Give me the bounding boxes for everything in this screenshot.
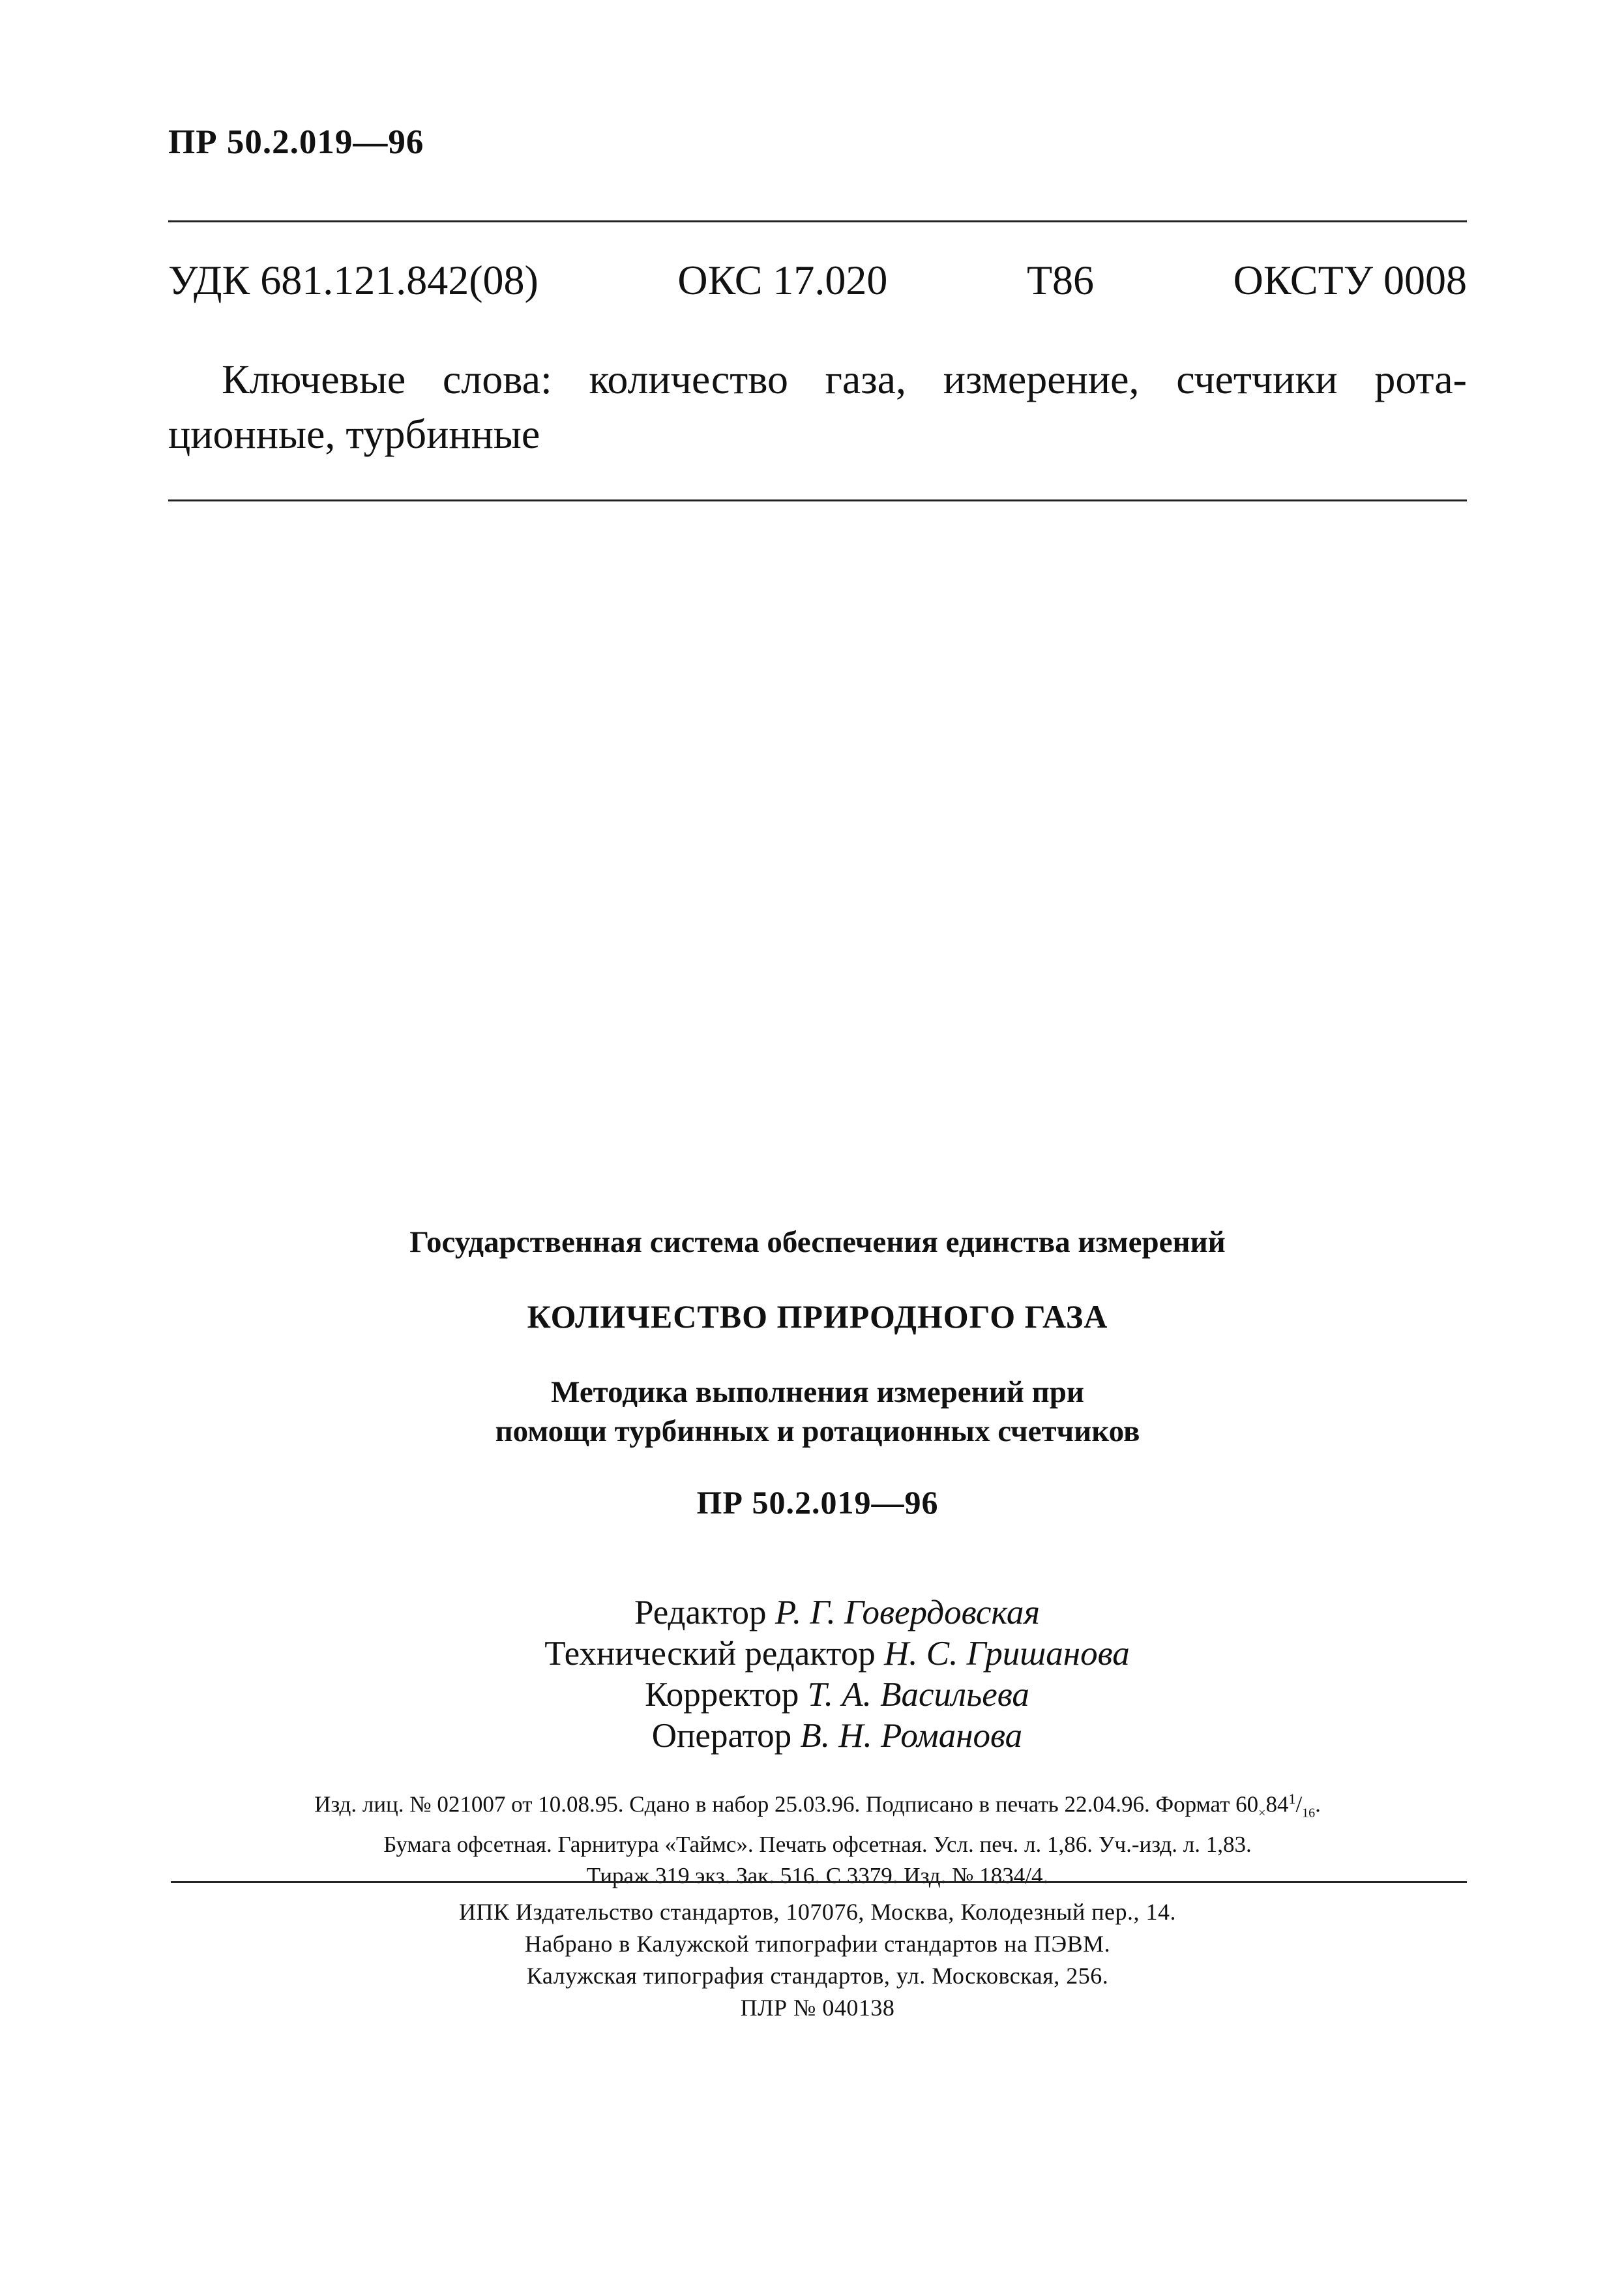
imprint-line-3: Тираж 319 экз. Зак. 516. С 3379. Изд. № 1834/4. bbox=[586, 1862, 1049, 1888]
staff-list bbox=[168, 1592, 1486, 1757]
udk-code: УДК 681.121.842(08) bbox=[168, 257, 539, 303]
publisher-block bbox=[168, 1896, 1467, 2024]
keywords-word: измерение, bbox=[943, 356, 1140, 402]
header-doc-code: ПР 50.2.019—96 bbox=[168, 123, 424, 161]
t-code: Т86 bbox=[1026, 257, 1095, 303]
keywords-word: слова: bbox=[442, 356, 552, 402]
document-subtitle bbox=[168, 1373, 1467, 1451]
staff-role: Технический редактор bbox=[544, 1635, 876, 1673]
staff-role: Оператор bbox=[651, 1717, 792, 1755]
staff-name: Т. А. Васильева bbox=[807, 1676, 1029, 1714]
format-width: 84 bbox=[1265, 1791, 1289, 1817]
subtitle-line-2: помощи турбинных и ротационных счетчиков bbox=[495, 1414, 1140, 1448]
keywords-word: газа, bbox=[825, 356, 907, 402]
imprint-line-1 bbox=[168, 1783, 1467, 1829]
publisher-line-4: ПЛР № 040138 bbox=[740, 1995, 895, 2021]
staff-role: Корректор bbox=[645, 1676, 799, 1714]
staff-name: Р. Г. Говердовская bbox=[775, 1594, 1041, 1631]
imprint-line-1-text: Изд. лиц. № 021007 от 10.08.95. Сдано в набор 25.03.96. Подписано в печать 22.04.96. Формат 60 bbox=[314, 1791, 1259, 1817]
staff-row-tech-editor bbox=[188, 1633, 1486, 1674]
publisher-line-3: Калужская типография стандартов, ул. Московская, 256. bbox=[526, 1963, 1109, 1989]
keywords-block bbox=[168, 352, 1467, 462]
imprint-divider bbox=[171, 1881, 1467, 1883]
staff-row-operator bbox=[188, 1716, 1486, 1757]
staff-row-editor bbox=[188, 1592, 1486, 1633]
document-code: ПР 50.2.019—96 bbox=[696, 1484, 939, 1521]
keywords-divider bbox=[168, 499, 1467, 501]
keywords-word: Ключевые bbox=[222, 356, 406, 402]
publisher-line-2: Набрано в Калужской типографии стандартов на ПЭВМ. bbox=[524, 1931, 1111, 1957]
keywords-line-2: ционные, турбинные bbox=[168, 411, 540, 457]
document-title: КОЛИЧЕСТВО ПРИРОДНОГО ГАЗА bbox=[527, 1298, 1108, 1335]
oks-code: ОКС 17.020 bbox=[677, 257, 888, 303]
format-times: × bbox=[1258, 1806, 1266, 1821]
top-divider bbox=[168, 220, 1467, 222]
staff-row-corrector bbox=[188, 1674, 1486, 1716]
imprint-line-1-end: . bbox=[1315, 1791, 1321, 1817]
staff-role: Редактор bbox=[634, 1594, 767, 1631]
publisher-line-1: ИПК Издательство стандартов, 107076, Москва, Колодезный пер., 14. bbox=[458, 1899, 1177, 1925]
okstu-code: ОКСТУ 0008 bbox=[1233, 257, 1467, 303]
format-numerator: 1 bbox=[1288, 1791, 1296, 1807]
keywords-line-1 bbox=[168, 352, 1467, 407]
classification-row bbox=[168, 257, 1467, 303]
format-denominator: 16 bbox=[1302, 1806, 1316, 1821]
series-title: Государственная система обеспечения единства измерений bbox=[409, 1225, 1226, 1259]
keywords-word: количество bbox=[589, 356, 788, 402]
subtitle-line-1: Методика выполнения измерений при bbox=[551, 1375, 1084, 1409]
keywords-word: рота- bbox=[1374, 356, 1467, 402]
keywords-word: счетчики bbox=[1176, 356, 1338, 402]
imprint-line-2: Бумага офсетная. Гарнитура «Таймс». Печать офсетная. Усл. печ. л. 1,86. Уч.-изд. л. 1,83. bbox=[383, 1831, 1252, 1857]
staff-name: Н. С. Гришанова bbox=[884, 1635, 1130, 1673]
imprint-block bbox=[168, 1783, 1467, 1892]
format-slash: / bbox=[1295, 1791, 1303, 1817]
staff-name: В. Н. Романова bbox=[800, 1717, 1023, 1755]
